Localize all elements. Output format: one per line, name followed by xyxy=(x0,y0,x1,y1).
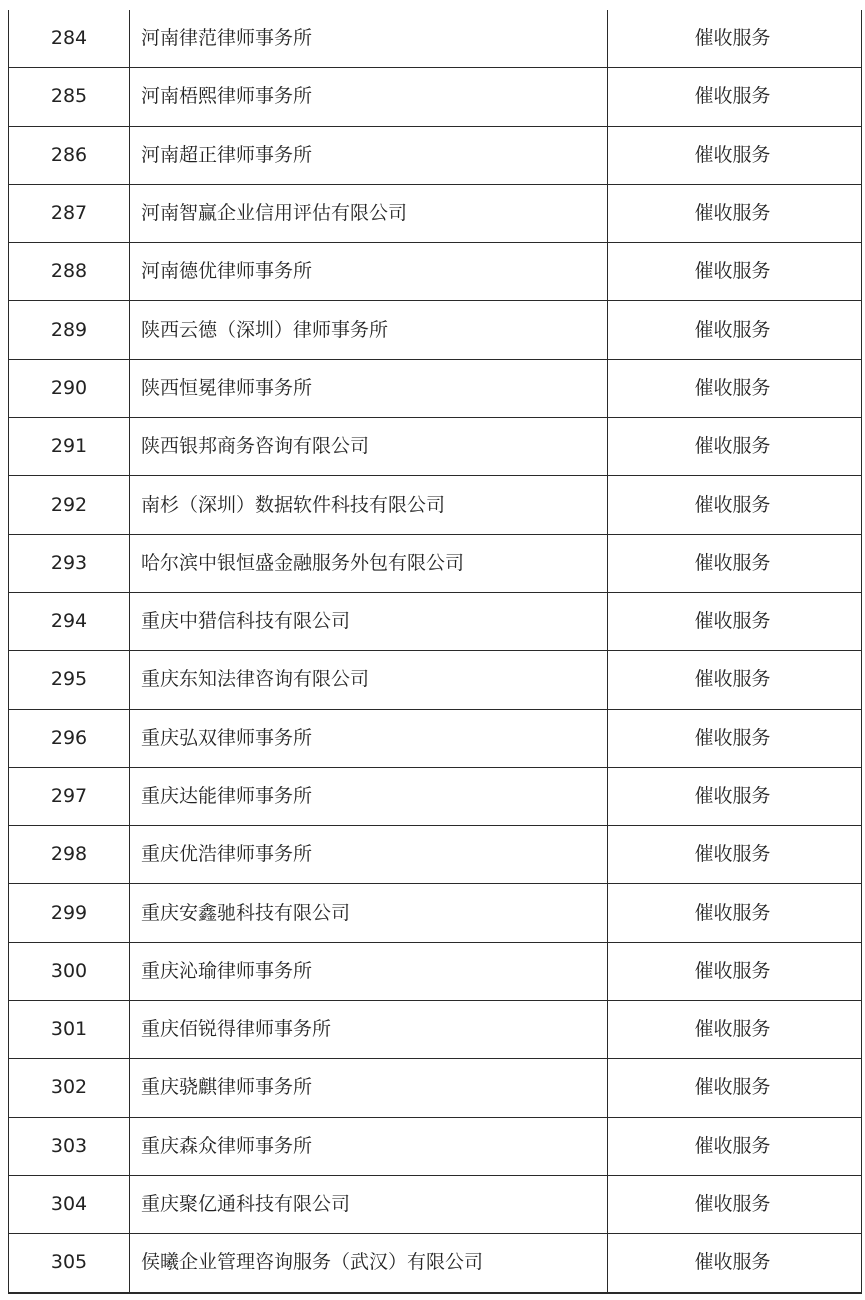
company-name-cell: 重庆安鑫驰科技有限公司 xyxy=(130,884,608,942)
row-number-cell: 305 xyxy=(9,1234,130,1293)
row-number-cell: 287 xyxy=(9,184,130,242)
company-name-cell: 侯曦企业管理咨询服务（武汉）有限公司 xyxy=(130,1234,608,1293)
service-type-cell: 催收服务 xyxy=(608,184,862,242)
service-type-cell: 催收服务 xyxy=(608,126,862,184)
row-number-cell: 294 xyxy=(9,592,130,650)
service-type-cell: 催收服务 xyxy=(608,359,862,417)
company-name-cell: 重庆沁瑜律师事务所 xyxy=(130,942,608,1000)
table-row xyxy=(9,1175,862,1233)
company-name-cell: 陕西恒冕律师事务所 xyxy=(130,359,608,417)
company-name-cell: 重庆森众律师事务所 xyxy=(130,1117,608,1175)
table-row xyxy=(9,184,862,242)
row-number-cell: 293 xyxy=(9,534,130,592)
row-number-cell: 300 xyxy=(9,942,130,1000)
row-number-cell: 292 xyxy=(9,476,130,534)
company-name-cell: 河南德优律师事务所 xyxy=(130,243,608,301)
service-type-cell: 催收服务 xyxy=(608,68,862,126)
row-number-cell: 284 xyxy=(9,10,130,68)
table-row xyxy=(9,767,862,825)
row-number-cell: 298 xyxy=(9,826,130,884)
table-row xyxy=(9,651,862,709)
service-type-cell: 催收服务 xyxy=(608,1059,862,1117)
table-row xyxy=(9,1117,862,1175)
company-name-cell: 陕西银邦商务咨询有限公司 xyxy=(130,418,608,476)
row-number-cell: 299 xyxy=(9,884,130,942)
table-row xyxy=(9,942,862,1000)
company-name-cell: 重庆聚亿通科技有限公司 xyxy=(130,1175,608,1233)
table-row xyxy=(9,476,862,534)
row-number-cell: 304 xyxy=(9,1175,130,1233)
service-type-cell: 催收服务 xyxy=(608,1175,862,1233)
table-row xyxy=(9,301,862,359)
row-number-cell: 291 xyxy=(9,418,130,476)
table-row xyxy=(9,884,862,942)
row-number-cell: 303 xyxy=(9,1117,130,1175)
service-type-cell: 催收服务 xyxy=(608,1234,862,1293)
table-row xyxy=(9,826,862,884)
table-row xyxy=(9,126,862,184)
table-row xyxy=(9,1001,862,1059)
service-type-cell: 催收服务 xyxy=(608,826,862,884)
row-number-cell: 289 xyxy=(9,301,130,359)
company-name-cell: 重庆骁麒律师事务所 xyxy=(130,1059,608,1117)
table-row xyxy=(9,592,862,650)
service-type-cell: 催收服务 xyxy=(608,709,862,767)
service-type-cell: 催收服务 xyxy=(608,592,862,650)
company-name-cell: 重庆达能律师事务所 xyxy=(130,767,608,825)
service-type-cell: 催收服务 xyxy=(608,534,862,592)
service-type-cell: 催收服务 xyxy=(608,418,862,476)
row-number-cell: 297 xyxy=(9,767,130,825)
table-row xyxy=(9,359,862,417)
table-row xyxy=(9,534,862,592)
company-name-cell: 南杉（深圳）数据软件科技有限公司 xyxy=(130,476,608,534)
row-number-cell: 290 xyxy=(9,359,130,417)
row-number-cell: 301 xyxy=(9,1001,130,1059)
service-type-cell: 催收服务 xyxy=(608,651,862,709)
company-name-cell: 重庆东知法律咨询有限公司 xyxy=(130,651,608,709)
service-provider-table xyxy=(8,10,862,1294)
table-row xyxy=(9,243,862,301)
service-type-cell: 催收服务 xyxy=(608,884,862,942)
row-number-cell: 286 xyxy=(9,126,130,184)
table-row xyxy=(9,709,862,767)
company-name-cell: 重庆中猎信科技有限公司 xyxy=(130,592,608,650)
company-name-cell: 河南梧熙律师事务所 xyxy=(130,68,608,126)
row-number-cell: 295 xyxy=(9,651,130,709)
service-type-cell: 催收服务 xyxy=(608,243,862,301)
company-name-cell: 哈尔滨中银恒盛金融服务外包有限公司 xyxy=(130,534,608,592)
company-name-cell: 重庆佰锐得律师事务所 xyxy=(130,1001,608,1059)
table-row xyxy=(9,418,862,476)
table-row xyxy=(9,1059,862,1117)
table-row xyxy=(9,68,862,126)
company-name-cell: 河南智赢企业信用评估有限公司 xyxy=(130,184,608,242)
service-type-cell: 催收服务 xyxy=(608,1001,862,1059)
company-name-cell: 陕西云德（深圳）律师事务所 xyxy=(130,301,608,359)
service-type-cell: 催收服务 xyxy=(608,301,862,359)
row-number-cell: 285 xyxy=(9,68,130,126)
company-name-cell: 河南超正律师事务所 xyxy=(130,126,608,184)
service-type-cell: 催收服务 xyxy=(608,1117,862,1175)
company-name-cell: 重庆优浩律师事务所 xyxy=(130,826,608,884)
service-type-cell: 催收服务 xyxy=(608,10,862,68)
company-name-cell: 河南律范律师事务所 xyxy=(130,10,608,68)
table-row xyxy=(9,1234,862,1293)
table-body xyxy=(9,10,862,1293)
row-number-cell: 288 xyxy=(9,243,130,301)
row-number-cell: 296 xyxy=(9,709,130,767)
table-row xyxy=(9,10,862,68)
service-type-cell: 催收服务 xyxy=(608,476,862,534)
row-number-cell: 302 xyxy=(9,1059,130,1117)
company-name-cell: 重庆弘双律师事务所 xyxy=(130,709,608,767)
service-type-cell: 催收服务 xyxy=(608,942,862,1000)
service-type-cell: 催收服务 xyxy=(608,767,862,825)
